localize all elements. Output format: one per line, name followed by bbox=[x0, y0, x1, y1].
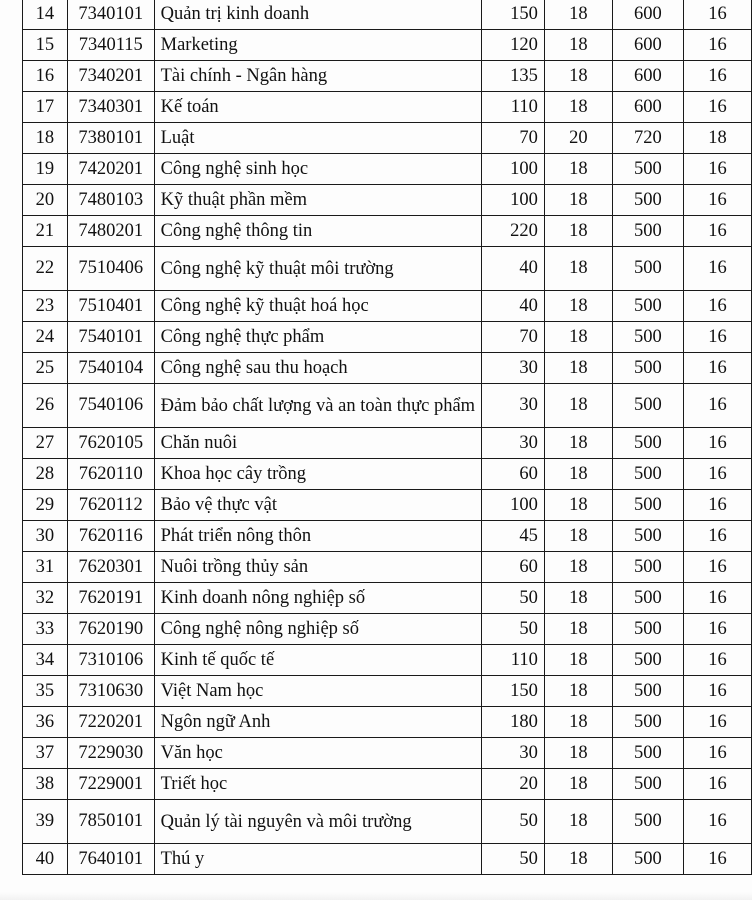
row-number: 36 bbox=[23, 707, 68, 738]
major-name: Chăn nuôi bbox=[154, 428, 481, 459]
score-value: 18 bbox=[544, 216, 612, 247]
fee-value: 500 bbox=[612, 459, 683, 490]
min-score-value: 16 bbox=[683, 707, 751, 738]
major-name: Tài chính - Ngân hàng bbox=[154, 61, 481, 92]
fee-value: 600 bbox=[612, 0, 683, 30]
min-score-value: 16 bbox=[683, 384, 751, 428]
major-name: Nuôi trồng thủy sản bbox=[154, 552, 481, 583]
score-value: 18 bbox=[544, 291, 612, 322]
table-row bbox=[23, 800, 752, 844]
major-code: 7340101 bbox=[67, 0, 154, 30]
min-score-value: 16 bbox=[683, 676, 751, 707]
table-row bbox=[23, 322, 752, 353]
table-row bbox=[23, 353, 752, 384]
major-code: 7540101 bbox=[67, 322, 154, 353]
table-row bbox=[23, 92, 752, 123]
min-score-value: 16 bbox=[683, 800, 751, 844]
row-number: 31 bbox=[23, 552, 68, 583]
major-name: Công nghệ sau thu hoạch bbox=[154, 353, 481, 384]
min-score-value: 16 bbox=[683, 353, 751, 384]
fee-value: 600 bbox=[612, 92, 683, 123]
major-code: 7310106 bbox=[67, 645, 154, 676]
row-number: 23 bbox=[23, 291, 68, 322]
quota-value: 50 bbox=[482, 583, 545, 614]
major-name: Kỹ thuật phần mềm bbox=[154, 185, 481, 216]
min-score-value: 16 bbox=[683, 247, 751, 291]
table-body bbox=[23, 0, 752, 875]
major-name: Công nghệ nông nghiệp số bbox=[154, 614, 481, 645]
quota-value: 30 bbox=[482, 384, 545, 428]
fee-value: 500 bbox=[612, 552, 683, 583]
fee-value: 500 bbox=[612, 676, 683, 707]
major-name: Đảm bảo chất lượng và an toàn thực phẩm bbox=[154, 384, 481, 428]
table-row bbox=[23, 61, 752, 92]
quota-value: 110 bbox=[482, 92, 545, 123]
row-number: 28 bbox=[23, 459, 68, 490]
major-name: Bảo vệ thực vật bbox=[154, 490, 481, 521]
table-row bbox=[23, 459, 752, 490]
score-value: 18 bbox=[544, 738, 612, 769]
table-row bbox=[23, 676, 752, 707]
min-score-value: 16 bbox=[683, 92, 751, 123]
table-row bbox=[23, 154, 752, 185]
row-number: 25 bbox=[23, 353, 68, 384]
table-row bbox=[23, 216, 752, 247]
quota-value: 50 bbox=[482, 614, 545, 645]
major-code: 7620105 bbox=[67, 428, 154, 459]
score-value: 18 bbox=[544, 384, 612, 428]
major-code: 7540106 bbox=[67, 384, 154, 428]
min-score-value: 16 bbox=[683, 154, 751, 185]
major-name: Công nghệ kỹ thuật môi trường bbox=[154, 247, 481, 291]
row-number: 38 bbox=[23, 769, 68, 800]
table-row bbox=[23, 123, 752, 154]
fee-value: 500 bbox=[612, 428, 683, 459]
min-score-value: 16 bbox=[683, 322, 751, 353]
quota-value: 50 bbox=[482, 800, 545, 844]
quota-value: 30 bbox=[482, 428, 545, 459]
table-row bbox=[23, 583, 752, 614]
major-name: Công nghệ sinh học bbox=[154, 154, 481, 185]
major-name: Văn học bbox=[154, 738, 481, 769]
major-name: Luật bbox=[154, 123, 481, 154]
major-code: 7229001 bbox=[67, 769, 154, 800]
major-code: 7340201 bbox=[67, 61, 154, 92]
row-number: 14 bbox=[23, 0, 68, 30]
min-score-value: 16 bbox=[683, 738, 751, 769]
score-value: 18 bbox=[544, 769, 612, 800]
quota-value: 60 bbox=[482, 552, 545, 583]
quota-value: 70 bbox=[482, 123, 545, 154]
min-score-value: 16 bbox=[683, 583, 751, 614]
score-value: 18 bbox=[544, 614, 612, 645]
row-number: 39 bbox=[23, 800, 68, 844]
score-value: 18 bbox=[544, 353, 612, 384]
major-code: 7540104 bbox=[67, 353, 154, 384]
fee-value: 500 bbox=[612, 844, 683, 875]
table-row bbox=[23, 0, 752, 30]
fee-value: 500 bbox=[612, 800, 683, 844]
min-score-value: 16 bbox=[683, 614, 751, 645]
major-code: 7220201 bbox=[67, 707, 154, 738]
table-row bbox=[23, 30, 752, 61]
min-score-value: 16 bbox=[683, 0, 751, 30]
fee-value: 500 bbox=[612, 521, 683, 552]
min-score-value: 16 bbox=[683, 428, 751, 459]
fee-value: 500 bbox=[612, 583, 683, 614]
quota-value: 100 bbox=[482, 154, 545, 185]
score-value: 18 bbox=[544, 322, 612, 353]
score-value: 18 bbox=[544, 844, 612, 875]
major-code: 7310630 bbox=[67, 676, 154, 707]
fee-value: 500 bbox=[612, 216, 683, 247]
major-name: Thú y bbox=[154, 844, 481, 875]
score-value: 18 bbox=[544, 583, 612, 614]
table-row bbox=[23, 645, 752, 676]
row-number: 34 bbox=[23, 645, 68, 676]
quota-value: 45 bbox=[482, 521, 545, 552]
table-row bbox=[23, 521, 752, 552]
quota-value: 120 bbox=[482, 30, 545, 61]
fee-value: 500 bbox=[612, 738, 683, 769]
fee-value: 500 bbox=[612, 322, 683, 353]
quota-value: 220 bbox=[482, 216, 545, 247]
table-row bbox=[23, 291, 752, 322]
major-name: Kinh doanh nông nghiệp số bbox=[154, 583, 481, 614]
major-code: 7510406 bbox=[67, 247, 154, 291]
major-code: 7340115 bbox=[67, 30, 154, 61]
row-number: 17 bbox=[23, 92, 68, 123]
fee-value: 500 bbox=[612, 353, 683, 384]
quota-value: 20 bbox=[482, 769, 545, 800]
quota-value: 150 bbox=[482, 0, 545, 30]
row-number: 20 bbox=[23, 185, 68, 216]
quota-value: 135 bbox=[482, 61, 545, 92]
fee-value: 500 bbox=[612, 247, 683, 291]
score-value: 18 bbox=[544, 247, 612, 291]
major-name: Quản trị kinh doanh bbox=[154, 0, 481, 30]
min-score-value: 16 bbox=[683, 30, 751, 61]
row-number: 27 bbox=[23, 428, 68, 459]
fee-value: 500 bbox=[612, 614, 683, 645]
row-number: 30 bbox=[23, 521, 68, 552]
fee-value: 500 bbox=[612, 384, 683, 428]
score-value: 18 bbox=[544, 185, 612, 216]
score-value: 18 bbox=[544, 645, 612, 676]
table-row bbox=[23, 552, 752, 583]
major-code: 7229030 bbox=[67, 738, 154, 769]
min-score-value: 16 bbox=[683, 769, 751, 800]
major-name: Ngôn ngữ Anh bbox=[154, 707, 481, 738]
major-code: 7620116 bbox=[67, 521, 154, 552]
row-number: 22 bbox=[23, 247, 68, 291]
score-value: 18 bbox=[544, 30, 612, 61]
quota-value: 50 bbox=[482, 844, 545, 875]
min-score-value: 16 bbox=[683, 185, 751, 216]
quota-value: 40 bbox=[482, 291, 545, 322]
table-row bbox=[23, 247, 752, 291]
major-code: 7480103 bbox=[67, 185, 154, 216]
row-number: 18 bbox=[23, 123, 68, 154]
quota-value: 110 bbox=[482, 645, 545, 676]
row-number: 35 bbox=[23, 676, 68, 707]
major-code: 7480201 bbox=[67, 216, 154, 247]
quota-value: 70 bbox=[482, 322, 545, 353]
min-score-value: 16 bbox=[683, 844, 751, 875]
table-row bbox=[23, 185, 752, 216]
fee-value: 720 bbox=[612, 123, 683, 154]
major-code: 7850101 bbox=[67, 800, 154, 844]
major-name: Khoa học cây trồng bbox=[154, 459, 481, 490]
score-value: 20 bbox=[544, 123, 612, 154]
quota-value: 40 bbox=[482, 247, 545, 291]
quota-value: 150 bbox=[482, 676, 545, 707]
major-code: 7620110 bbox=[67, 459, 154, 490]
page-bottom-edge bbox=[0, 892, 752, 900]
score-value: 18 bbox=[544, 92, 612, 123]
row-number: 26 bbox=[23, 384, 68, 428]
row-number: 33 bbox=[23, 614, 68, 645]
table-row bbox=[23, 384, 752, 428]
fee-value: 500 bbox=[612, 645, 683, 676]
major-code: 7620112 bbox=[67, 490, 154, 521]
quota-value: 60 bbox=[482, 459, 545, 490]
min-score-value: 16 bbox=[683, 216, 751, 247]
quota-value: 30 bbox=[482, 353, 545, 384]
row-number: 19 bbox=[23, 154, 68, 185]
min-score-value: 16 bbox=[683, 552, 751, 583]
table-row bbox=[23, 707, 752, 738]
row-number: 29 bbox=[23, 490, 68, 521]
min-score-value: 16 bbox=[683, 61, 751, 92]
table-row bbox=[23, 614, 752, 645]
score-value: 18 bbox=[544, 428, 612, 459]
major-name: Triết học bbox=[154, 769, 481, 800]
row-number: 21 bbox=[23, 216, 68, 247]
fee-value: 600 bbox=[612, 61, 683, 92]
min-score-value: 16 bbox=[683, 645, 751, 676]
table-row bbox=[23, 844, 752, 875]
min-score-value: 18 bbox=[683, 123, 751, 154]
quota-value: 30 bbox=[482, 738, 545, 769]
major-name: Quản lý tài nguyên và môi trường bbox=[154, 800, 481, 844]
major-name: Phát triển nông thôn bbox=[154, 521, 481, 552]
score-value: 18 bbox=[544, 707, 612, 738]
major-code: 7620191 bbox=[67, 583, 154, 614]
row-number: 15 bbox=[23, 30, 68, 61]
min-score-value: 16 bbox=[683, 459, 751, 490]
major-code: 7620301 bbox=[67, 552, 154, 583]
table-row bbox=[23, 769, 752, 800]
major-name: Công nghệ thông tin bbox=[154, 216, 481, 247]
fee-value: 500 bbox=[612, 154, 683, 185]
fee-value: 600 bbox=[612, 30, 683, 61]
fee-value: 500 bbox=[612, 769, 683, 800]
major-code: 7340301 bbox=[67, 92, 154, 123]
major-code: 7640101 bbox=[67, 844, 154, 875]
min-score-value: 16 bbox=[683, 490, 751, 521]
score-value: 18 bbox=[544, 552, 612, 583]
major-code: 7510401 bbox=[67, 291, 154, 322]
quota-value: 100 bbox=[482, 490, 545, 521]
score-value: 18 bbox=[544, 459, 612, 490]
row-number: 40 bbox=[23, 844, 68, 875]
major-code: 7420201 bbox=[67, 154, 154, 185]
score-value: 18 bbox=[544, 490, 612, 521]
row-number: 24 bbox=[23, 322, 68, 353]
major-name: Kinh tế quốc tế bbox=[154, 645, 481, 676]
row-number: 37 bbox=[23, 738, 68, 769]
major-code: 7620190 bbox=[67, 614, 154, 645]
score-value: 18 bbox=[544, 61, 612, 92]
score-value: 18 bbox=[544, 800, 612, 844]
major-name: Kế toán bbox=[154, 92, 481, 123]
major-name: Marketing bbox=[154, 30, 481, 61]
min-score-value: 16 bbox=[683, 521, 751, 552]
row-number: 32 bbox=[23, 583, 68, 614]
table-row bbox=[23, 738, 752, 769]
table-row bbox=[23, 428, 752, 459]
table-row bbox=[23, 490, 752, 521]
quota-value: 100 bbox=[482, 185, 545, 216]
majors-table bbox=[22, 0, 752, 875]
score-value: 18 bbox=[544, 676, 612, 707]
score-value: 18 bbox=[544, 521, 612, 552]
fee-value: 500 bbox=[612, 185, 683, 216]
min-score-value: 16 bbox=[683, 291, 751, 322]
major-name: Việt Nam học bbox=[154, 676, 481, 707]
fee-value: 500 bbox=[612, 490, 683, 521]
major-name: Công nghệ kỹ thuật hoá học bbox=[154, 291, 481, 322]
row-number: 16 bbox=[23, 61, 68, 92]
quota-value: 180 bbox=[482, 707, 545, 738]
fee-value: 500 bbox=[612, 291, 683, 322]
fee-value: 500 bbox=[612, 707, 683, 738]
score-value: 18 bbox=[544, 0, 612, 30]
major-name: Công nghệ thực phẩm bbox=[154, 322, 481, 353]
score-value: 18 bbox=[544, 154, 612, 185]
major-code: 7380101 bbox=[67, 123, 154, 154]
